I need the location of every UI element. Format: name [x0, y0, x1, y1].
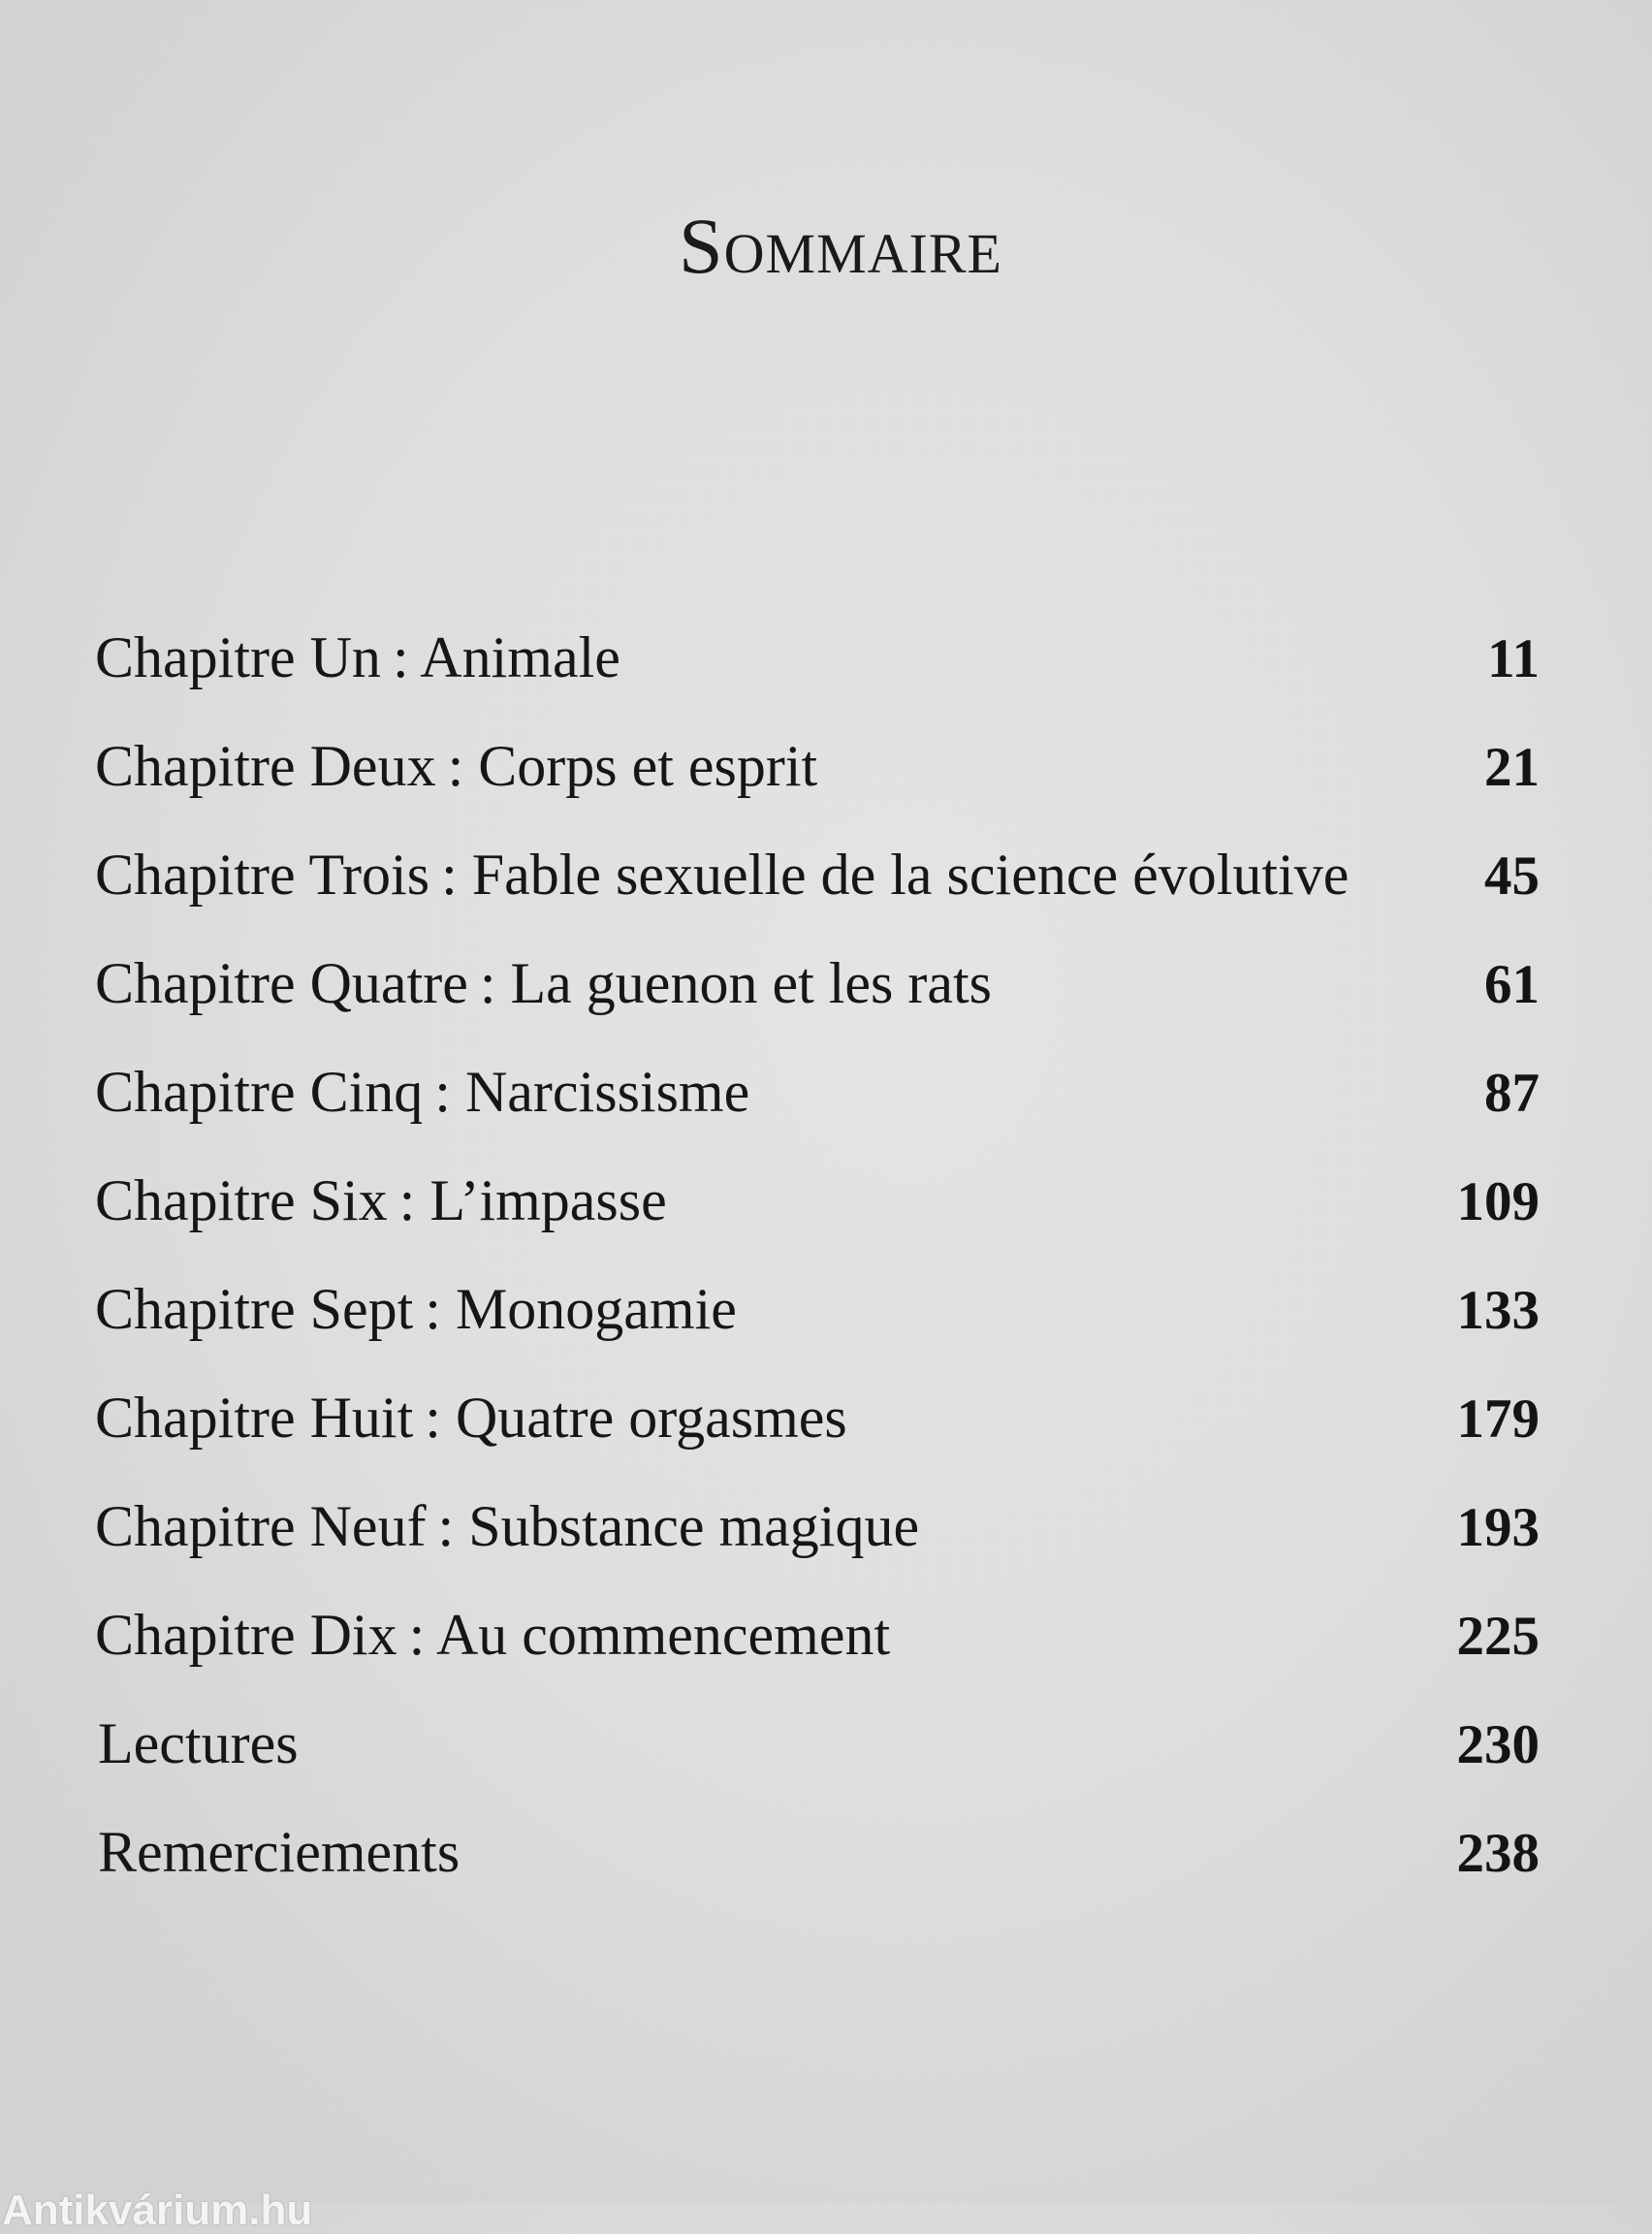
toc-entry [95, 712, 1540, 820]
toc-entry [95, 1798, 1540, 1906]
toc-entry-title: Chapitre Six : L’impasse [95, 1168, 667, 1232]
toc-entry [95, 1580, 1540, 1689]
toc-entry [95, 1255, 1540, 1363]
toc-entry-title: Chapitre Cinq : Narcissisme [95, 1060, 750, 1124]
toc-entry [95, 929, 1540, 1037]
toc-entry-page-number: 45 [1484, 846, 1540, 907]
watermark-area [0, 2186, 388, 2234]
watermark: Antikvárium.hu [2, 2186, 313, 2234]
page-title: SOMMAIRE [679, 202, 1002, 290]
toc-entry-title: Chapitre Quatre : La guenon et les rats [95, 951, 993, 1015]
toc-entry-page-number: 230 [1456, 1714, 1540, 1775]
toc-entry-page-number: 21 [1484, 737, 1540, 798]
toc-entry-page-number: 133 [1456, 1280, 1540, 1341]
toc-entry-title: Chapitre Trois : Fable sexuelle de la science évolutive [95, 843, 1350, 907]
toc-entry-page-number: 11 [1487, 628, 1540, 689]
toc-entry-title: Chapitre Huit : Quatre orgasmes [95, 1386, 847, 1450]
toc-entry-page-number: 87 [1484, 1063, 1540, 1124]
toc-entry-title: Chapitre Sept : Monogamie [95, 1277, 737, 1341]
toc-entry [95, 1472, 1540, 1580]
toc-entry [95, 603, 1540, 712]
table-of-contents [95, 603, 1540, 1906]
toc-entry-title: Chapitre Deux : Corps et esprit [95, 734, 818, 798]
toc-entry [95, 1689, 1540, 1798]
toc-entry-page-number: 225 [1456, 1606, 1540, 1667]
toc-entry [95, 1146, 1540, 1255]
toc-entry-title: Remerciements [98, 1820, 461, 1884]
toc-entry-page-number: 238 [1456, 1823, 1540, 1884]
toc-entry [95, 820, 1540, 929]
toc-entry-page-number: 179 [1456, 1388, 1540, 1450]
toc-entry-title: Chapitre Neuf : Substance magique [95, 1494, 920, 1558]
toc-entry-title: Chapitre Un : Animale [95, 625, 620, 689]
toc-entry-page-number: 193 [1456, 1497, 1540, 1558]
toc-entry [95, 1363, 1540, 1472]
toc-entry-page-number: 109 [1456, 1171, 1540, 1232]
toc-entry-title: Chapitre Dix : Au commencement [95, 1603, 891, 1667]
toc-entry-page-number: 61 [1484, 954, 1540, 1015]
toc-entry [95, 1037, 1540, 1146]
toc-entry-title: Lectures [98, 1711, 299, 1775]
